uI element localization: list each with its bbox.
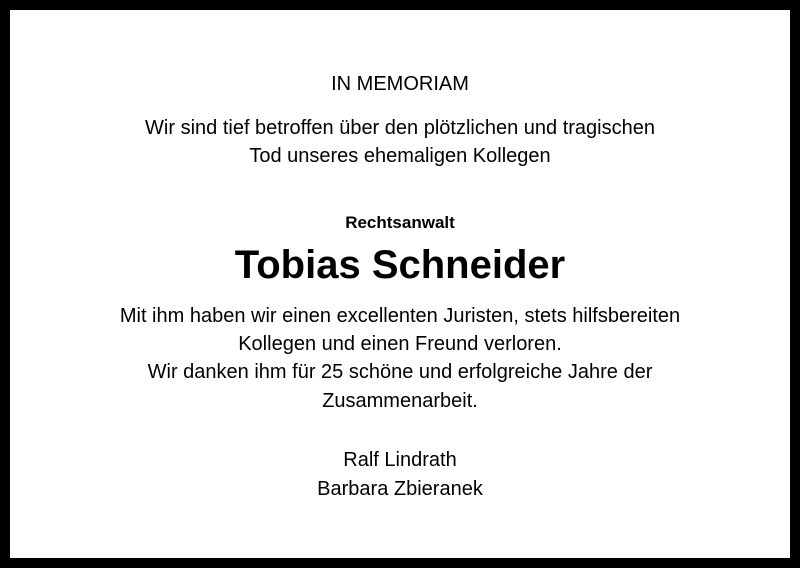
intro-line: Wir sind tief betroffen über den plötzlichen und tragischen [145, 117, 655, 139]
notice-heading: IN MEMORIAM [331, 73, 469, 95]
signatory-name: Barbara Zbieranek [317, 478, 483, 500]
tribute-line: Wir danken ihm für 25 schöne und erfolgreiche Jahre der [147, 361, 653, 383]
deceased-name: Tobias Schneider [234, 243, 566, 287]
tribute-line: Zusammenarbeit. [322, 390, 478, 412]
signatory-name: Ralf Lindrath [343, 449, 457, 471]
deceased-title: Rechtsanwalt [345, 213, 455, 232]
tribute-line: Mit ihm haben wir einen excellenten Juristen, stets hilfsbereiten [119, 305, 681, 327]
tribute-line: Kollegen und einen Freund verloren. [238, 333, 562, 355]
intro-line: Tod unseres ehemaligen Kollegen [249, 145, 551, 167]
